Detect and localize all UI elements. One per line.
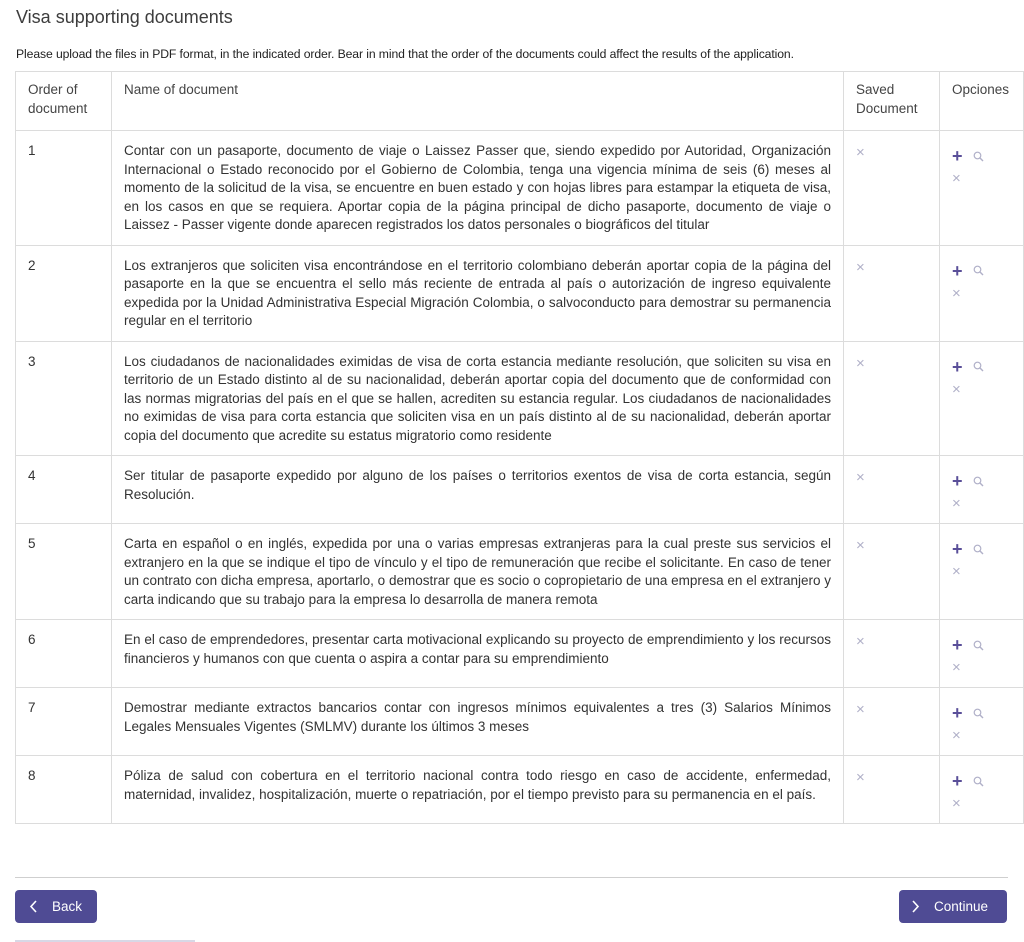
plus-icon[interactable]: + [952, 771, 963, 791]
row-options-top [952, 635, 1011, 655]
row-options [940, 131, 1024, 246]
table-row [16, 620, 1024, 688]
plus-icon[interactable]: + [952, 356, 963, 377]
row-options-top [952, 357, 1011, 377]
row-saved-status [844, 131, 940, 246]
continue-button[interactable] [899, 890, 1007, 923]
close-icon[interactable]: × [952, 563, 961, 580]
row-document-name: Los extranjeros que soliciten visa encontrándose en el territorio colombiano deberán aportar copia de la página del pasaporte en la que se encuentra el sello más reciente de entrada al país o autorización de ingreso equivalente expedida por la Unidad Administrativa Especial Migración Colombia, o salvoconducto para demostrar su permanencia regular en el territorio [112, 245, 844, 341]
not-saved-icon: × [856, 469, 865, 486]
plus-icon[interactable]: + [952, 471, 963, 491]
search-icon[interactable] [973, 776, 984, 787]
search-icon[interactable] [973, 361, 984, 372]
not-saved-icon: × [856, 701, 865, 718]
row-options-top [952, 471, 1011, 491]
row-order: 7 [16, 688, 112, 756]
divider [15, 877, 1008, 878]
search-icon[interactable] [973, 151, 984, 162]
row-document-name: Póliza de salud con cobertura en el territorio nacional contra todo riesgo en caso de accidente, enfermedad, maternidad, invalidez, hospitalización, muerte o repatriación, por el tiempo previsto para su permanencia en el país. [112, 756, 844, 824]
row-options [940, 620, 1024, 688]
row-options-top [952, 703, 1011, 723]
row-document-name: Demostrar mediante extractos bancarios contar con ingresos mínimos equivalentes a tres (3) Salarios Mínimos Legales Mensuales Vigentes (SMLMV) durante los últimos 3 meses [112, 688, 844, 756]
plus-icon[interactable]: + [952, 703, 963, 723]
row-saved-status [844, 245, 940, 341]
not-saved-icon: × [856, 354, 865, 372]
plus-icon[interactable]: + [952, 260, 963, 281]
close-icon[interactable]: × [952, 727, 961, 744]
row-document-name: Contar con un pasaporte, documento de viaje o Laissez Passer que, siendo expedido por Autoridad, Organización Internacional o Estado reconocido por el Gobierno de Colombia, tenga una vigencia mínima de seis (6) meses al momento de la solicitud de la visa, se encuentre en buen estado y con hojas libres para estampar la etiqueta de visa, en los casos en que se requiera. Aportar copia de la página principal de dicho pasaporte, documento de viaje o Laissez - Passer vigente donde aparecen registrados los datos personales o biográficos del titular [112, 131, 844, 246]
row-document-name: Ser titular de pasaporte expedido por alguno de los países o territorios exentos de visa de corta estancia, según Resolución. [112, 456, 844, 524]
upload-instructions: Please upload the files in PDF format, in the indicated order. Bear in mind that the order of the documents could affect the results of the application. [16, 47, 794, 61]
documents-table [15, 71, 1024, 824]
close-icon[interactable]: × [952, 495, 961, 512]
table-row [16, 341, 1024, 456]
row-options-top [952, 261, 1011, 281]
search-icon[interactable] [973, 640, 984, 651]
row-saved-status [844, 524, 940, 620]
not-saved-icon: × [856, 633, 865, 650]
plus-icon[interactable]: + [952, 146, 963, 166]
row-order: 1 [16, 131, 112, 246]
chevron-left-icon [29, 900, 38, 913]
table-row [16, 245, 1024, 341]
not-saved-icon: × [856, 144, 865, 161]
row-options [940, 688, 1024, 756]
row-saved-status [844, 456, 940, 524]
search-icon[interactable] [973, 544, 984, 555]
row-options-top [952, 539, 1011, 559]
table-row [16, 131, 1024, 246]
close-icon[interactable]: × [952, 284, 961, 302]
row-order: 2 [16, 245, 112, 341]
row-order: 5 [16, 524, 112, 620]
row-order: 6 [16, 620, 112, 688]
row-options [940, 456, 1024, 524]
header-options: Opciones [940, 72, 1024, 131]
table-row [16, 524, 1024, 620]
row-options-top [952, 146, 1011, 166]
row-document-name: Carta en español o en inglés, expedida por una o varias empresas extranjeras para la cual preste sus servicios el extranjero en la que se indique el tipo de vínculo y el tipo de remuneración que recibe el solicitante. En caso de tener un contrato con dicha empresa, aportarlo, o demostrar que es socio o copropietario de una empresa en el extranjero y carta indicando que su trabajo para la empresa lo desarrolla de manera remota [112, 524, 844, 620]
close-icon[interactable]: × [952, 659, 961, 676]
search-icon[interactable] [973, 476, 984, 487]
continue-button-label: Continue [934, 899, 989, 914]
row-options [940, 341, 1024, 456]
row-saved-status [844, 756, 940, 824]
table-row [16, 688, 1024, 756]
row-options [940, 245, 1024, 341]
row-document-name: Los ciudadanos de nacionalidades eximidas de visa de corta estancia mediante resolución, que soliciten su visa en territorio de un Estado distinto al de su nacionalidad, deberán aportar copia del documento que de conformidad con las normas migratorias del país en el que se hallen, acrediten su estancia regular. Los ciudadanos de nacionalidades no eximidas de visa para corta estancia que soliciten visa en un país distinto al de su nacionalidad, deberán aportar copia del documento que acredite su estatus migratorio como residente [112, 341, 844, 456]
table-row [16, 456, 1024, 524]
page-title: Visa supporting documents [16, 7, 233, 27]
chevron-right-icon [911, 900, 920, 913]
not-saved-icon: × [856, 258, 865, 276]
table-header-row [16, 72, 1024, 131]
header-saved: Saved Document [844, 72, 940, 131]
row-order: 4 [16, 456, 112, 524]
close-icon[interactable]: × [952, 380, 961, 398]
back-button-label: Back [52, 899, 83, 914]
row-saved-status [844, 620, 940, 688]
row-options [940, 756, 1024, 824]
plus-icon[interactable]: + [952, 635, 963, 655]
plus-icon[interactable]: + [952, 539, 963, 559]
back-button[interactable] [15, 890, 97, 923]
header-name: Name of document [112, 72, 844, 131]
search-icon[interactable] [973, 265, 984, 276]
close-icon[interactable]: × [952, 170, 961, 187]
table-row [16, 756, 1024, 824]
row-saved-status [844, 341, 940, 456]
row-options-top [952, 771, 1011, 791]
row-order: 3 [16, 341, 112, 456]
close-icon[interactable]: × [952, 795, 961, 812]
row-options [940, 524, 1024, 620]
row-document-name: En el caso de emprendedores, presentar carta motivacional explicando su proyecto de emprendimiento y los recursos financieros y humanos con que cuenta o aspira a contar para su emprendimiento [112, 620, 844, 688]
not-saved-icon: × [856, 769, 865, 786]
not-saved-icon: × [856, 537, 865, 554]
search-icon[interactable] [973, 708, 984, 719]
header-order: Order of document [16, 72, 112, 131]
row-saved-status [844, 688, 940, 756]
row-order: 8 [16, 756, 112, 824]
